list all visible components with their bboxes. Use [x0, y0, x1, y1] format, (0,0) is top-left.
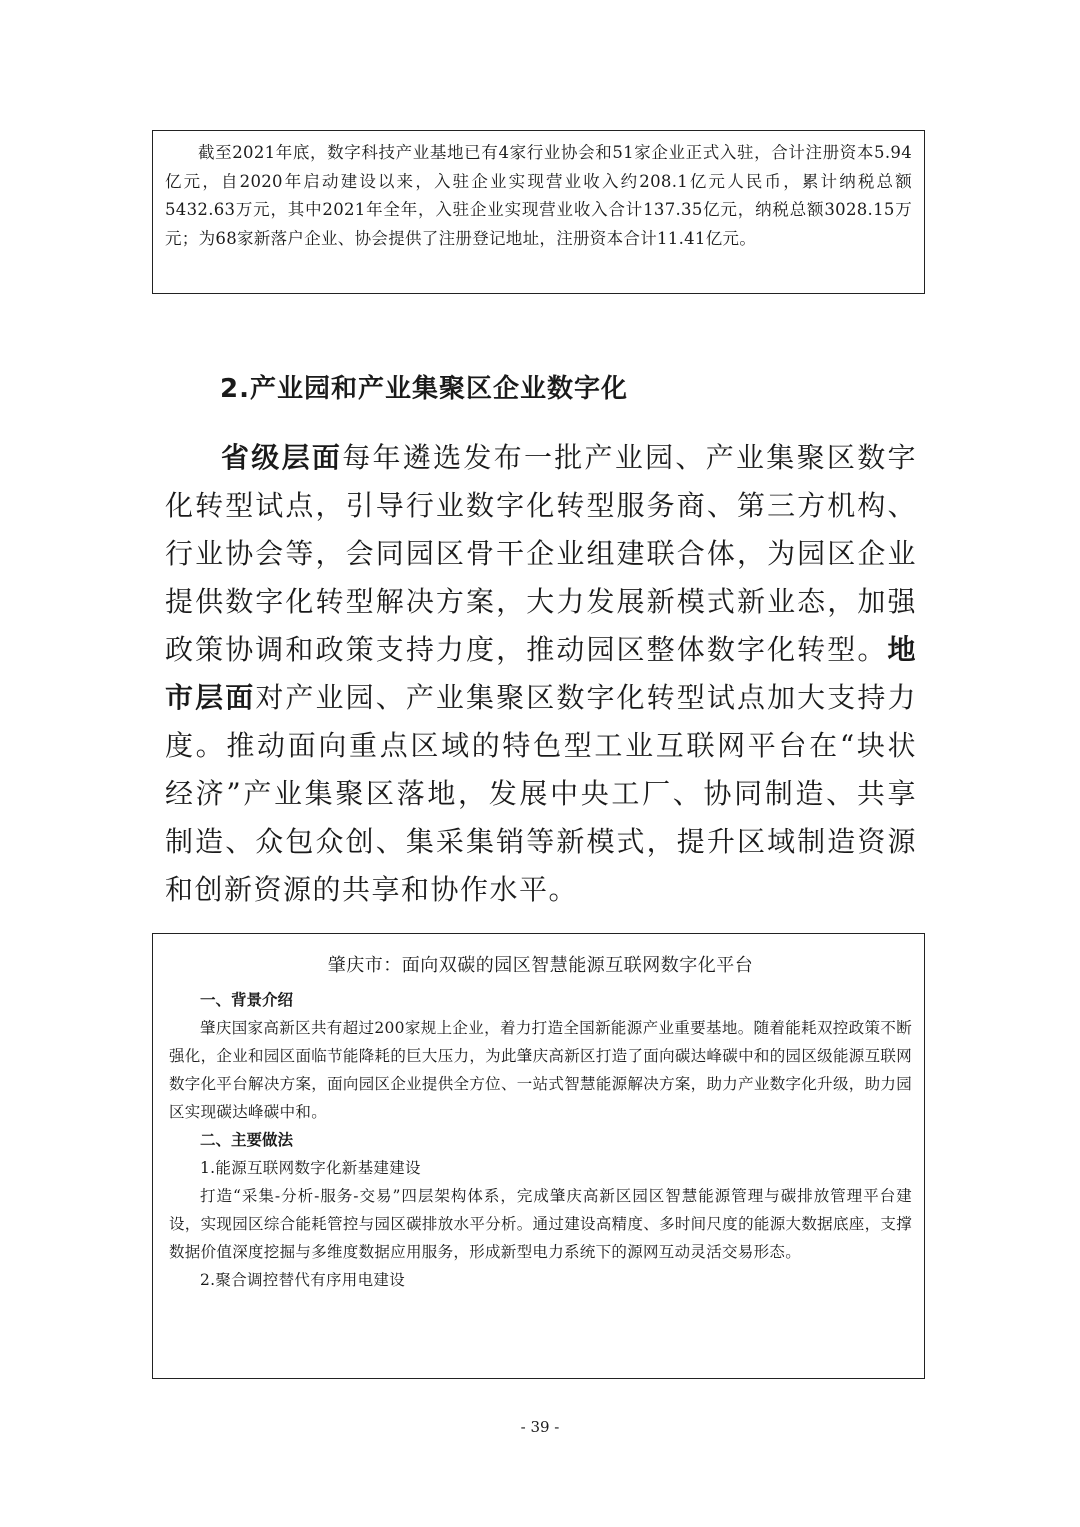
- section-heading: 2.产业园和产业集聚区企业数字化: [220, 374, 628, 404]
- city-level-label: 地市层面: [165, 633, 917, 714]
- background-heading: 一、背景介绍: [200, 991, 294, 1009]
- practice-item-2-title: 2.聚合调控替代有序用电建设: [200, 1271, 405, 1289]
- background-paragraph: 肇庆国家高新区共有超过200家规上企业，着力打造全国新能源产业重要基地。随着能耗双控政策不断强化，企业和园区面临节能降耗的巨大压力，为此肇庆高新区打造了面向碳达峰碳中和的园区级能源互联网数字化平台解决方案，面向园区企业提供全方位、一站式智慧能源解决方案，助力产业数字化升级，助力园区实现碳达峰碳中和。: [169, 1019, 912, 1121]
- section-body: [165, 434, 917, 914]
- case-study-title: 肇庆市：面向双碳的园区智慧能源互联网数字化平台: [327, 955, 754, 976]
- statistics-box: [152, 130, 925, 294]
- provincial-level-text: 每年遴选发布一批产业园、产业集聚区数字化转型试点，引导行业数字化转型服务商、第三方机构、行业协会等，会同园区骨干企业组建联合体，为园区企业提供数字化转型解决方案，大力发展新模式新业态，加强政策协调和政策支持力度，推动园区整体数字化转型。: [165, 441, 917, 666]
- provincial-level-label: 省级层面: [221, 441, 343, 474]
- practice-item-1-paragraph: 打造“采集-分析-服务-交易”四层架构体系，完成肇庆高新区园区智慧能源管理与碳排放管理平台建设，实现园区综合能耗管控与园区碳排放水平分析。通过建设高精度、多时间尺度的能源大数据底座，支撑数据价值深度挖掘与多维度数据应用服务，形成新型电力系统下的源网互动灵活交易形态。: [169, 1187, 912, 1261]
- main-practices-heading: 二、主要做法: [200, 1131, 294, 1149]
- city-level-text: 对产业园、产业集聚区数字化转型试点加大支持力度。推动面向重点区域的特色型工业互联网平台在“块状经济”产业集聚区落地，发展中央工厂、协同制造、共享制造、众包众创、集采集销等新模式，提升区域制造资源和创新资源的共享和协作水平。: [165, 681, 917, 906]
- page-number: - 39 -: [520, 1418, 560, 1436]
- case-study-box: [152, 933, 925, 1379]
- practice-item-1-title: 1.能源互联网数字化新基建建设: [200, 1159, 421, 1177]
- statistics-paragraph: 截至2021年底，数字科技产业基地已有4家行业协会和51家企业正式入驻，合计注册资本5.94亿元，自2020年启动建设以来，入驻企业实现营业收入约208.1亿元人民币，累计纳税总额5432.63万元，其中2021年全年，入驻企业实现营业收入合计137.35亿元，纳税总额3028.15万元；为68家新落户企业、协会提供了注册登记地址，注册资本合计11.41亿元。: [165, 143, 912, 248]
